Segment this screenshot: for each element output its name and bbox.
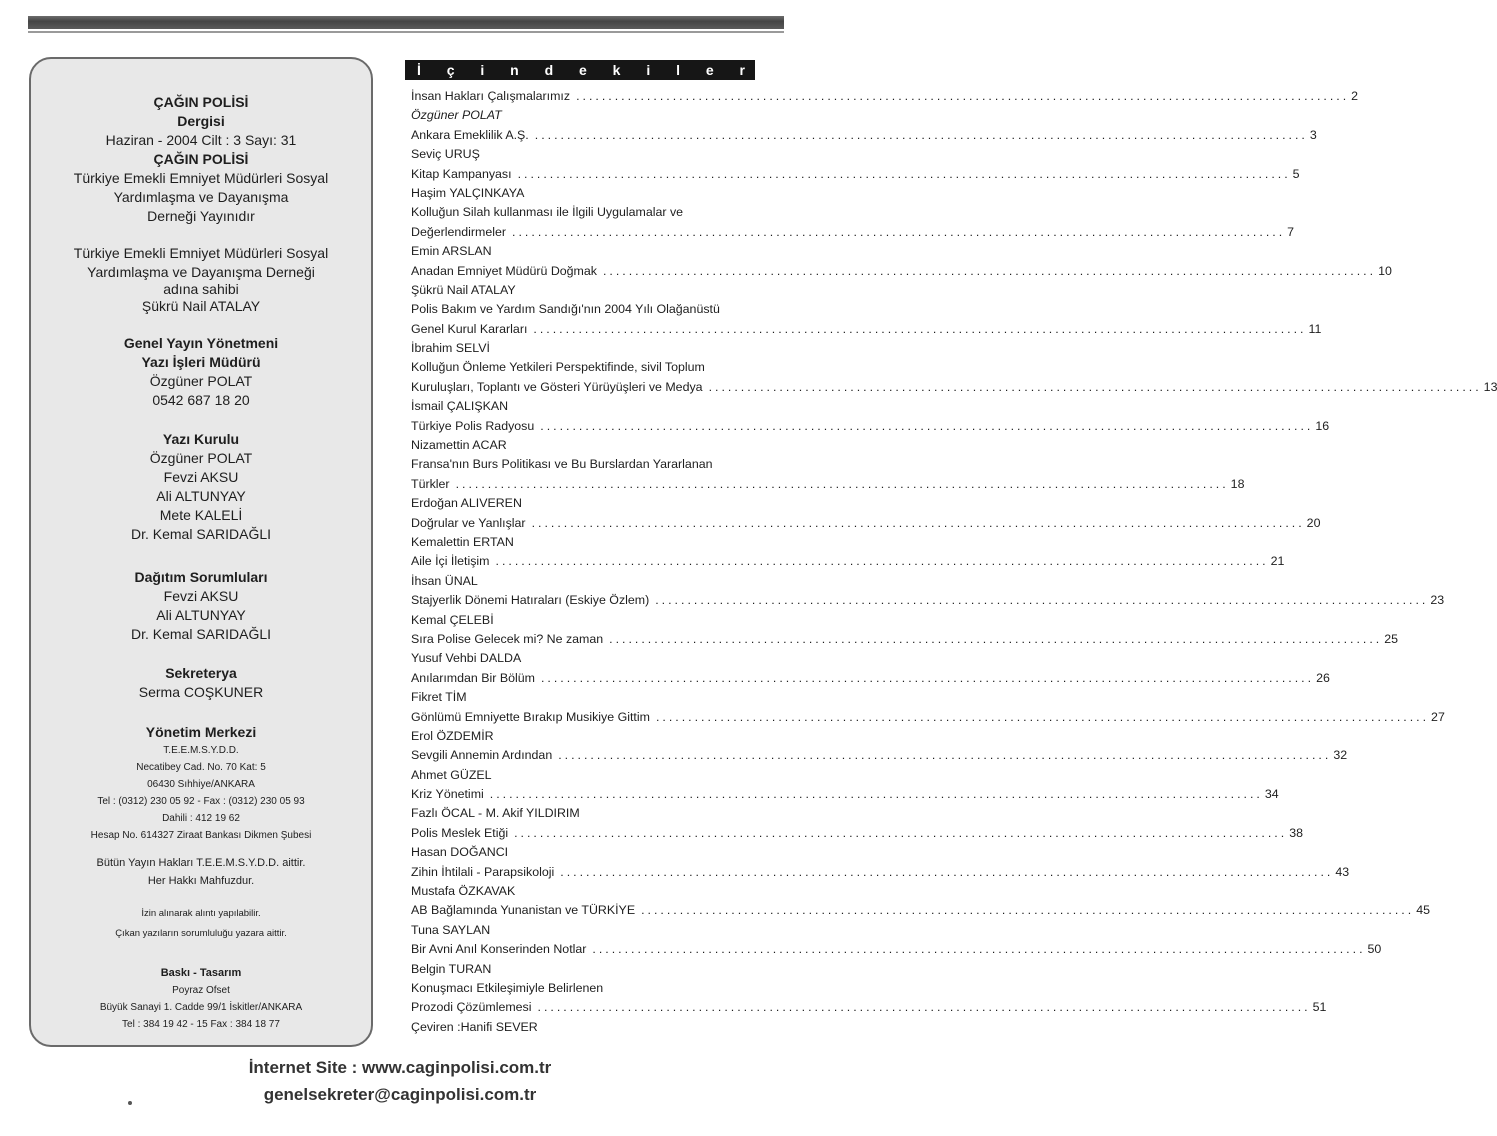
toc-header-letter: e (705, 62, 714, 78)
toc-leader-dots: ........................................................................................................................ (641, 903, 1415, 918)
toc-leader-dots: ........................................................................................................................ (533, 321, 1307, 336)
toc-page-number: 32 (1333, 748, 1348, 763)
owner-line: adına sahibi (163, 281, 239, 297)
toc-page-number: 43 (1335, 864, 1350, 879)
toc-title: Sevgili Annemin Ardından (411, 748, 553, 763)
toc-title: Değerlendirmeler (411, 224, 507, 239)
toc-header-letter: i (646, 62, 651, 78)
toc-title-line: Fransa'nın Burs Politikası ve Bu Burslardan Yararlanan (411, 457, 713, 472)
management-org: T.E.E.M.S.Y.D.D. (163, 745, 239, 756)
toc-title: Ankara Emeklilik A.Ş. (411, 127, 529, 142)
toc-title: Genel Kurul Kararları (411, 321, 528, 336)
notice-line: İzin alınarak alıntı yapılabilir. (141, 908, 261, 919)
toc-page-number: 23 (1430, 593, 1445, 608)
toc-title-line: Konuşmacı Etkileşimiyle Belirlenen (411, 980, 604, 995)
owner-line: Yardımlaşma ve Dayanışma Derneği (87, 264, 315, 280)
top-rule (28, 16, 784, 29)
magazine-name: ÇAĞIN POLİSİ (153, 94, 249, 110)
toc-header-letter: ç (446, 62, 455, 78)
masthead-title-block (31, 93, 371, 226)
printer-phone: Tel : 384 19 42 - 15 Fax : 384 18 77 (122, 1019, 280, 1030)
toc-entry (411, 824, 1303, 843)
magazine-name-2: ÇAĞIN POLİSİ (153, 151, 249, 167)
internet-site: İnternet Site : www.caginpolisi.com.tr (248, 1058, 552, 1077)
toc-title: Türkler (411, 476, 450, 491)
distribution-member: Fevzi AKSU (163, 588, 239, 604)
toc-entry (411, 630, 1399, 649)
editorial-board-block (31, 430, 371, 544)
decorative-dot (128, 1101, 132, 1105)
toc-entry (411, 708, 1445, 727)
board-member: Özgüner POLAT (149, 450, 253, 466)
toc-title-line: Polis Bakım ve Yardım Sandığı'nın 2004 Yılı Olağanüstü (411, 302, 720, 317)
toc-entry (411, 126, 1317, 145)
editor-title-2: Yazı İşleri Müdürü (141, 354, 261, 370)
toc-author: Kemal ÇELEBİ (411, 612, 494, 627)
toc-title: Gönlümü Emniyette Bırakıp Musikiye Gittim (411, 709, 650, 724)
toc-leader-dots: ........................................................................................................................ (514, 825, 1288, 840)
toc-title-line: Kolluğun Önleme Yetkileri Perspektifinde, sivil Toplum (411, 360, 705, 375)
toc-leader-dots: ........................................................................................................................ (592, 942, 1366, 957)
toc-title: Anılarımdan Bir Bölüm (411, 670, 535, 685)
toc-leader-dots: ........................................................................................................................ (537, 1000, 1311, 1015)
management-address: Necatibey Cad. No. 70 Kat: 5 (136, 762, 266, 773)
toc-page-number: 25 (1384, 631, 1399, 646)
toc-title: AB Bağlamında Yunanistan ve TÜRKİYE (411, 903, 636, 918)
toc-entry (411, 223, 1295, 242)
toc-title: Kuruluşları, Toplantı ve Gösteri Yürüyüşleri ve Medya (411, 379, 703, 394)
print-block (31, 964, 371, 1033)
toc-author: İsmail ÇALIŞKAN (411, 399, 509, 414)
toc-entry (411, 262, 1392, 281)
management-title: Yönetim Merkezi (145, 724, 257, 740)
toc-author: Erol ÖZDEMİR (411, 728, 494, 743)
toc-page-number: 50 (1367, 942, 1382, 957)
owner-name: Şükrü Nail ATALAY (141, 298, 261, 314)
publisher-line: Derneği Yayınıdır (147, 208, 255, 224)
print-title: Baskı - Tasarım (160, 967, 242, 979)
toc-entry (411, 863, 1350, 882)
management-city: 06430 Sıhhiye/ANKARA (147, 779, 255, 790)
toc-entry (411, 746, 1348, 765)
secretary-name: Serma COŞKUNER (138, 684, 264, 700)
toc-title: Kitap Kampanyası (411, 166, 512, 181)
toc-header-letter: e (579, 62, 587, 78)
toc-leader-dots: ........................................................................................................................ (609, 631, 1383, 646)
toc-title: Stajyerlik Dönemi Hatıraları (Eskiye Özlem) (411, 593, 650, 608)
bank-account: Hesap No. 614327 Ziraat Bankası Dikmen Şubesi (90, 830, 312, 841)
toc-author: Kemalettin ERTAN (411, 534, 514, 549)
toc-leader-dots: ........................................................................................................................ (531, 515, 1305, 530)
toc-leader-dots: ........................................................................................................................ (576, 89, 1350, 103)
email-address: genelsekreter@caginpolisi.com.tr (263, 1085, 537, 1104)
toc-page-number: 34 (1264, 787, 1279, 802)
toc-author: Yusuf Vehbi DALDA (411, 651, 522, 666)
toc-entry (411, 87, 1359, 106)
toc-author: Fazlı ÖCAL - M. Akif YILDIRIM (411, 806, 580, 821)
toc-title: Sıra Polise Gelecek mi? Ne zaman (411, 631, 604, 646)
editor-title: Genel Yayın Yönetmeni (123, 335, 279, 351)
toc-header-letter: n (510, 62, 519, 78)
toc-leader-dots: ........................................................................................................................ (489, 787, 1263, 802)
rights-line: Bütün Yayın Hakları T.E.E.M.S.Y.D.D. aittir. (96, 857, 306, 869)
toc-author: Haşim YALÇINKAYA (411, 185, 525, 200)
toc-title: Anadan Emniyet Müdürü Doğmak (411, 263, 597, 278)
toc-title: İnsan Hakları Çalışmalarımız (411, 89, 571, 103)
toc-leader-dots: ........................................................................................................................ (655, 709, 1430, 724)
toc-leader-dots: ........................................................................................................................ (512, 224, 1286, 239)
toc-page-number: 18 (1230, 476, 1245, 491)
toc-title: Türkiye Polis Radyosu (411, 418, 535, 433)
toc-page-number: 3 (1309, 127, 1317, 142)
toc-author: Tuna SAYLAN (411, 922, 491, 937)
toc-title: Polis Meslek Etiği (411, 825, 509, 840)
toc-author: İbrahim SELVİ (411, 341, 490, 356)
toc-entry (411, 320, 1322, 339)
toc-author: Ahmet GÜZEL (411, 767, 492, 782)
publisher-line: Türkiye Emekli Emniyet Müdürleri Sosyal (73, 170, 329, 186)
toc-page-number: 26 (1316, 670, 1330, 685)
toc-entry (411, 514, 1321, 533)
toc-author: Çeviren :Hanifi SEVER (411, 1019, 538, 1034)
masthead-box (29, 57, 373, 1047)
secretary-block (31, 664, 371, 702)
toc-title: Prozodi Çözümlemesi (411, 1000, 532, 1015)
toc-title: Zihin İhtilali - Parapsikoloji (411, 864, 555, 879)
rights-line: Her Hakkı Mahfuzdur. (147, 875, 255, 887)
toc-page-number: 5 (1292, 166, 1300, 181)
toc-title: Doğrular ve Yanlışlar (411, 515, 526, 530)
board-member: Ali ALTUNYAY (156, 488, 246, 504)
toc-author: Şükrü Nail ATALAY (411, 282, 516, 297)
toc-entry (411, 901, 1430, 920)
editorial-board-title: Yazı Kurulu (162, 431, 240, 447)
toc-leader-dots: ........................................................................................................................ (455, 476, 1229, 491)
toc-entry (411, 552, 1285, 571)
toc-author: Fikret TİM (411, 690, 467, 705)
toc-entry (411, 785, 1279, 804)
toc-header-letter: r (739, 62, 745, 78)
toc-page-number: 51 (1312, 1000, 1327, 1015)
management-block (31, 723, 371, 844)
toc-title: Kriz Yönetimi (411, 787, 484, 802)
toc-page-number: 7 (1287, 224, 1295, 239)
toc-page-number: 2 (1351, 89, 1359, 103)
toc-leader-dots: ........................................................................................................................ (495, 554, 1269, 569)
owner-block (31, 244, 371, 316)
toc-entry (411, 417, 1330, 436)
toc-title: Bir Avni Anıl Konserinden Notlar (411, 942, 587, 957)
toc-leader-dots: ........................................................................................................................ (655, 593, 1429, 608)
toc-page-number: 20 (1306, 515, 1321, 530)
toc-header (405, 60, 755, 80)
toc-entry (411, 591, 1445, 610)
owner-line: Türkiye Emekli Emniyet Müdürleri Sosyal (73, 245, 329, 261)
toc-page-number: 13 (1483, 379, 1497, 394)
toc-leader-dots: ........................................................................................................................ (558, 748, 1332, 763)
board-member: Fevzi AKSU (163, 469, 239, 485)
distribution-block (31, 568, 371, 644)
publisher-line: Yardımlaşma ve Dayanışma (113, 189, 289, 205)
toc-header-letter: İ (417, 62, 421, 78)
printer-address: Büyük Sanayi 1. Cadde 99/1 İskitler/ANKARA (99, 1002, 303, 1013)
toc-leader-dots: ........................................................................................................................ (540, 418, 1314, 433)
toc-leader-dots: ........................................................................................................................ (534, 127, 1308, 142)
toc-page-number: 10 (1378, 263, 1392, 278)
toc-page-number: 11 (1308, 321, 1322, 336)
toc-page-number: 16 (1315, 418, 1330, 433)
notice-line: Çıkan yazıların sorumluluğu yazara aittir. (115, 928, 287, 939)
rights-block (31, 854, 371, 890)
toc-header-letter: d (544, 62, 554, 78)
toc-author: Nizamettin ACAR (411, 438, 507, 453)
top-rule-thin (28, 31, 784, 33)
toc-entry (411, 165, 1300, 184)
toc-page-number: 21 (1270, 554, 1285, 569)
toc-author: Erdoğan ALIVEREN (411, 496, 522, 511)
toc-entry (411, 378, 1497, 397)
toc-title: Aile İçi İletişim (411, 554, 490, 569)
management-extension: Dahili : 412 19 62 (162, 813, 240, 824)
toc-page-number: 45 (1416, 903, 1430, 918)
distribution-member: Dr. Kemal SARIDAĞLI (130, 626, 272, 642)
toc-entry (411, 940, 1382, 959)
notice-block (31, 904, 371, 944)
toc-header-letter: l (676, 62, 680, 78)
toc-page-number: 38 (1289, 825, 1303, 840)
toc-title-line: Kolluğun Silah kullanması ile İlgili Uygulamalar ve (411, 205, 684, 220)
toc-leader-dots: ........................................................................................................................ (602, 263, 1377, 278)
management-phone: Tel : (0312) 230 05 92 - Fax : (0312) 230 05 93 (97, 796, 305, 807)
toc-leader-dots: ........................................................................................................................ (708, 379, 1482, 394)
toc-header-letter: i (480, 62, 485, 78)
toc-author: Mustafa ÖZKAVAK (411, 884, 516, 899)
issue-info: Haziran - 2004 Cilt : 3 Sayı: 31 (105, 132, 297, 148)
toc-page-number: 27 (1431, 709, 1445, 724)
magazine-type: Dergisi (177, 113, 225, 129)
secretary-title: Sekreterya (165, 665, 237, 681)
editor-block (31, 334, 371, 410)
printer-name: Poyraz Ofset (172, 985, 230, 996)
distribution-title: Dağıtım Sorumluları (134, 569, 268, 585)
toc-entry (411, 669, 1330, 688)
toc-leader-dots: ........................................................................................................................ (560, 864, 1334, 879)
editor-name: Özgüner POLAT (149, 373, 253, 389)
board-member: Mete KALELİ (159, 507, 243, 523)
toc-author: Özgüner POLAT (411, 108, 502, 123)
toc-entry (411, 998, 1327, 1017)
editor-phone: 0542 687 18 20 (152, 392, 250, 408)
toc-author: Emin ARSLAN (411, 244, 492, 259)
toc-author: Hasan DOĞANCI (411, 845, 509, 860)
toc-author: Belgin TURAN (411, 961, 492, 976)
table-of-contents (411, 87, 1497, 1037)
board-member: Dr. Kemal SARIDAĞLI (130, 526, 272, 542)
toc-author: Seviç URUŞ (411, 147, 480, 162)
distribution-member: Ali ALTUNYAY (156, 607, 246, 623)
toc-leader-dots: ........................................................................................................................ (517, 166, 1291, 181)
toc-author: İhsan ÜNAL (411, 573, 478, 588)
toc-entry (411, 475, 1245, 494)
toc-leader-dots: ........................................................................................................................ (540, 670, 1315, 685)
toc-header-letter: k (612, 62, 621, 78)
